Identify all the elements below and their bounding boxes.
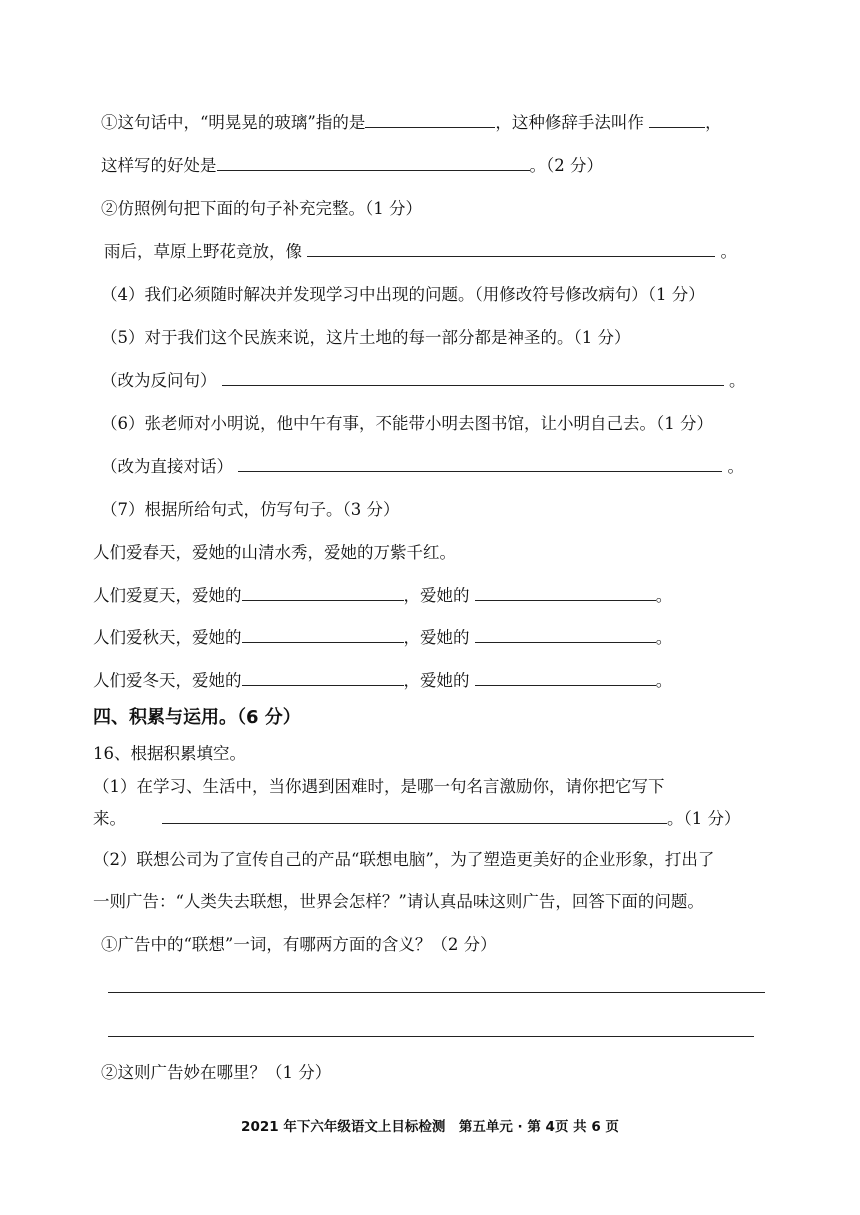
question-7-example: 人们爱春天，爱她的山清水秀，爱她的万紫千红。 xyxy=(93,543,456,562)
question-imitate-line xyxy=(104,241,737,263)
question-5-answer-line xyxy=(101,370,746,392)
question-rhetoric-line xyxy=(101,112,722,134)
answer-blank-referent[interactable] xyxy=(365,112,495,128)
answer-blank-quote[interactable] xyxy=(162,808,667,824)
question-7-row-summer xyxy=(93,585,672,607)
answer-blank[interactable] xyxy=(242,670,404,686)
question-16-2-line1: （2）联想公司为了宣传自己的产品“联想电脑”，为了塑造更美好的企业形象，打出了 xyxy=(93,850,715,869)
question-score: 。（2 分） xyxy=(529,156,603,175)
question-text: 人们爱冬天，爱她的 xyxy=(93,671,242,690)
answer-blank-rhetorical[interactable] xyxy=(222,370,724,386)
punctuation: 。 xyxy=(655,628,673,647)
question-7: （7）根据所给句式，仿写句子。（3 分） xyxy=(101,500,400,519)
question-6-answer-line xyxy=(101,456,744,478)
question-16-1-line2 xyxy=(93,808,741,830)
punctuation: 。 xyxy=(720,242,737,261)
punctuation: 。 xyxy=(655,586,673,605)
section-4-heading: 四、积累与运用。（6 分） xyxy=(93,707,301,728)
answer-blank[interactable] xyxy=(475,585,656,601)
question-16-1-line1: （1）在学习、生活中，当你遇到困难时，是哪一句名言激励你，请你把它写下 xyxy=(93,777,665,796)
punctuation: ， xyxy=(705,113,722,132)
punctuation: 。 xyxy=(655,671,673,690)
question-imitate: ②仿照例句把下面的句子补充完整。（1 分） xyxy=(101,199,422,218)
answer-line[interactable] xyxy=(108,992,765,993)
instruction-text: （改为直接对话） xyxy=(101,457,233,476)
question-4: （4）我们必须随时解决并发现学习中出现的问题。（用修改符号修改病句）（1 分） xyxy=(101,285,705,304)
question-text: ，这种修辞手法叫作 xyxy=(495,113,644,132)
answer-blank-imitate[interactable] xyxy=(307,241,715,257)
question-6: （6）张老师对小明说，他中午有事，不能带小明去图书馆，让小明自己去。（1 分） xyxy=(101,414,713,433)
answer-blank-dialogue[interactable] xyxy=(238,456,722,472)
question-5: （5）对于我们这个民族来说，这片土地的每一部分都是神圣的。（1 分） xyxy=(101,328,631,347)
question-text: 人们爱夏天，爱她的 xyxy=(93,586,242,605)
question-benefit-line xyxy=(101,155,603,177)
answer-line[interactable] xyxy=(108,1036,754,1037)
punctuation: 。 xyxy=(729,371,746,390)
question-16-2a: ①广告中的“联想”一词，有哪两方面的含义？（2 分） xyxy=(101,935,497,954)
page-footer: 2021 年下六年级语文上目标检测 第五单元 · 第 4页 共 6 页 xyxy=(241,1119,619,1135)
question-text: 人们爱秋天，爱她的 xyxy=(93,628,242,647)
answer-blank-benefit[interactable] xyxy=(217,155,530,171)
punctuation: 。 xyxy=(727,457,744,476)
question-text: ，爱她的 xyxy=(403,586,470,605)
answer-blank[interactable] xyxy=(475,670,656,686)
question-text: 来。 xyxy=(93,809,126,828)
question-7-row-winter xyxy=(93,670,672,692)
answer-blank[interactable] xyxy=(475,627,656,643)
instruction-text: （改为反问句） xyxy=(101,371,217,390)
answer-blank[interactable] xyxy=(242,627,404,643)
answer-blank-rhetoric[interactable] xyxy=(649,112,705,128)
question-text: ①这句话中，“明晃晃的玻璃”指的是 xyxy=(101,113,366,132)
question-16-2b: ②这则广告妙在哪里？（1 分） xyxy=(101,1063,332,1082)
question-text: 这样写的好处是 xyxy=(101,156,217,175)
answer-blank[interactable] xyxy=(242,585,404,601)
question-7-row-autumn xyxy=(93,627,672,649)
question-text: ，爱她的 xyxy=(403,628,470,647)
question-text: ，爱她的 xyxy=(403,671,470,690)
question-16-2-line2: 一则广告：“人类失去联想，世界会怎样？”请认真品味这则广告，回答下面的问题。 xyxy=(93,892,704,911)
question-text: 雨后，草原上野花竞放，像 xyxy=(104,242,302,261)
question-16: 16、根据积累填空。 xyxy=(93,744,246,763)
question-score: 。（1 分） xyxy=(667,809,741,828)
